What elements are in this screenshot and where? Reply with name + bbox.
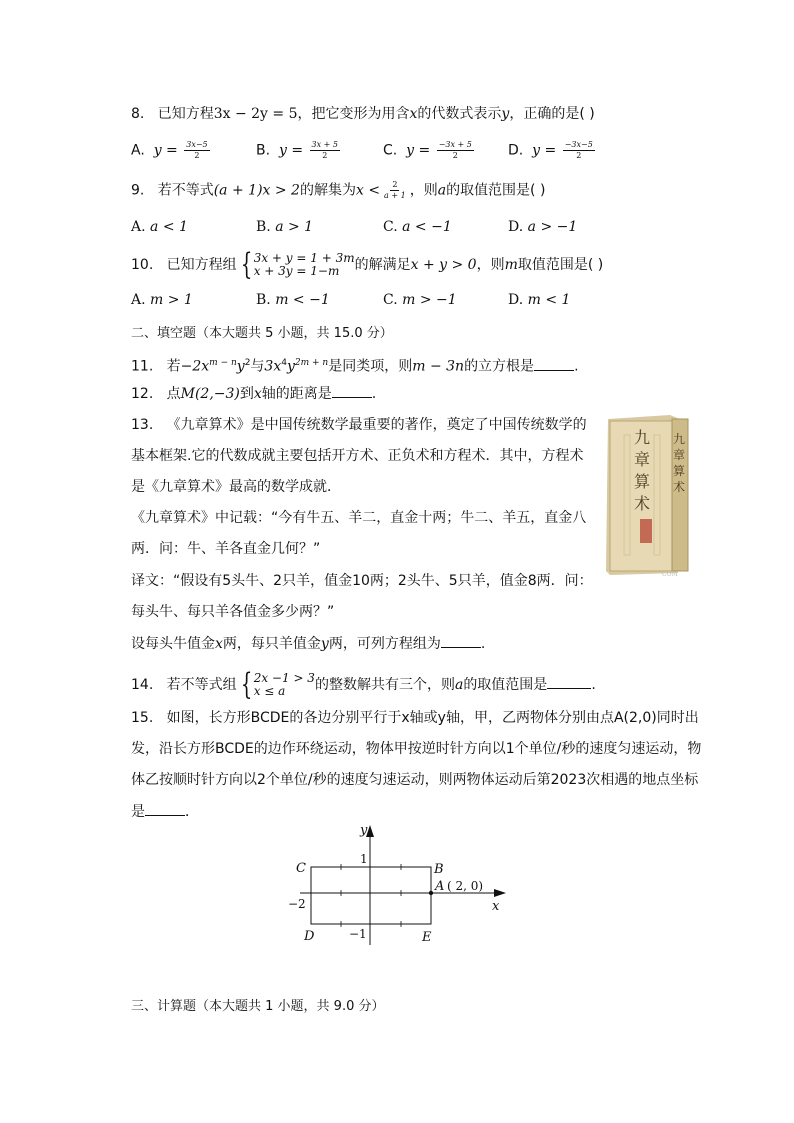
variable: a	[437, 182, 447, 199]
solution-expr: x <	[355, 182, 381, 199]
question-15-line2: 发，沿长方形BCDE的边作环绕运动，物体甲按逆时针方向以1个单位/秒的速度匀速运动，物	[131, 741, 702, 757]
fraction: $\frac{3x-5}{2}$	[186, 140, 208, 160]
variable: x	[409, 106, 418, 122]
stem-text: ，则	[476, 257, 505, 273]
question-11-stem: 11. 若$-2x^{m - n}y^2$与$3x^4y^{2m + n}$是同类项，则m − 3n的立方根是 .	[131, 353, 579, 377]
option-a[interactable]: A. a < 1	[131, 219, 188, 235]
question-15-line1: 15. 如图，长方形BCDE的各边分别平行于x轴或y轴，甲，乙两物体分别由点A(2,0)同时出	[131, 710, 699, 726]
question-13-line8: 设每头牛值金x两，每只羊值金y两，可列方程组为 .	[131, 633, 485, 654]
rectangle-bcde	[311, 867, 431, 924]
answer-bracket: 的取值范围是( )	[446, 182, 546, 199]
point-a	[429, 891, 433, 895]
vertex-d-label: D	[304, 929, 315, 944]
option-expr: y =	[278, 142, 304, 159]
tick-label-neg2: −2	[288, 897, 306, 911]
svg-text:章: 章	[634, 450, 651, 469]
option-d[interactable]	[508, 140, 597, 161]
inequality-system: { 2x −1 > 3 x ≤ a	[240, 667, 315, 702]
option-a[interactable]: A. m > 1	[131, 292, 193, 308]
answer-blank[interactable]	[332, 383, 372, 398]
question-8-stem	[131, 104, 595, 124]
question-10-stem	[131, 247, 604, 282]
question-number: 15.	[131, 710, 154, 726]
equation: 3x − 2y = 5	[213, 106, 298, 122]
option-d[interactable]: D. m < 1	[508, 292, 571, 308]
question-number: 9.	[131, 182, 145, 199]
option-c[interactable]	[383, 140, 476, 161]
option-d[interactable]: D. a > −1	[508, 219, 578, 235]
question-14-stem: 14. 若不等式组 { 2x −1 > 3 x ≤ a 的整数解共有三个，则a的取值范围是 .	[131, 667, 596, 702]
vertex-c-label: C	[296, 861, 306, 876]
svg-text:章: 章	[673, 448, 686, 462]
question-number: 8.	[131, 106, 145, 122]
stem-text: 的解集为	[299, 182, 356, 199]
book-image	[600, 413, 696, 577]
tick-label-1: 1	[360, 852, 368, 866]
svg-text:九: 九	[634, 428, 651, 447]
stem-text: 已知方程组	[166, 257, 237, 273]
equation-system: { 3x + y = 1 + 3m x + 3y = 1−m	[240, 247, 355, 282]
coordinate-figure	[280, 820, 520, 950]
stem-text: ，把它变形为用含	[297, 106, 410, 122]
vertex-e-label: E	[422, 930, 432, 945]
question-9-stem	[131, 180, 545, 201]
option-expr: y =	[406, 142, 431, 159]
book-caption: COM	[662, 571, 678, 577]
option-b[interactable]: B. m < −1	[256, 292, 330, 308]
svg-text:九: 九	[673, 432, 686, 446]
answer-bracket: 取值范围是( )	[517, 257, 604, 273]
question-number: 14.	[131, 677, 154, 693]
question-number: 12.	[131, 386, 154, 402]
question-13-line6: 译文：“假设有5头牛、2只羊，值金10两；2头牛、5只羊，值金8两．问：	[131, 573, 593, 589]
tick-label-neg1: −1	[349, 927, 367, 941]
answer-blank[interactable]	[145, 801, 185, 816]
svg-text:算: 算	[634, 472, 651, 491]
option-b[interactable]	[256, 140, 342, 161]
question-15-line4: 是 ．	[131, 801, 199, 822]
option-label: D.	[508, 142, 524, 159]
variable: m	[504, 257, 518, 273]
answer-blank[interactable]	[441, 633, 481, 648]
question-15-line3: 体乙按顺时针方向以2个单位/秒的速度匀速运动，则两物体运动后第2023次相遇的地点坐标	[131, 772, 699, 788]
axis-x-label: x	[492, 899, 500, 914]
section-heading: 二、填空题（本大题共 5 小题，共 15.0 分）	[131, 326, 393, 341]
question-13-line5: 两．问：牛、羊各直金几何？”	[131, 541, 321, 557]
stem-text: 若不等式	[157, 182, 214, 199]
axis-y-label: y	[360, 823, 368, 838]
question-number: 11.	[131, 358, 154, 375]
inequality: (a + 1)x > 2	[213, 182, 300, 199]
fraction: $\frac{2}{a + 1}$	[384, 180, 406, 200]
fraction: $\frac{-3x + 5}{2}$	[438, 140, 472, 160]
question-13-line2: 基本框架.它的代数成就主要包括开方术、正负术和方程术．其中，方程术	[131, 448, 584, 464]
answer-bracket: ，正确的是( )	[509, 106, 595, 122]
point-a-coord: ( 2, 0)	[447, 879, 484, 893]
stem-text: ，则	[409, 182, 438, 199]
svg-text:术: 术	[634, 494, 651, 513]
question-13-line1: 13. 《九章算术》是中国传统数学最重要的著作，奠定了中国传统数学的	[131, 417, 587, 433]
condition: x + y > 0	[410, 257, 477, 273]
option-b[interactable]: B. a > 1	[256, 219, 314, 235]
question-12-stem: 12. 点M(2,−3)到x轴的距离是 .	[131, 383, 376, 404]
option-c[interactable]: C. a < −1	[383, 219, 452, 235]
answer-blank[interactable]	[547, 674, 591, 689]
svg-text:算: 算	[673, 464, 686, 478]
question-13-line7: 每头牛、每只羊各值金多少两？”	[131, 604, 335, 620]
vertex-b-label: B	[434, 862, 444, 877]
fraction: $\frac{3x + 5}{2}$	[311, 140, 338, 160]
option-a[interactable]	[131, 140, 212, 161]
stem-text: 已知方程	[157, 106, 214, 122]
question-13-line3: 是《九章算术》最高的数学成就．	[131, 479, 341, 495]
answer-blank[interactable]	[534, 356, 574, 371]
option-expr: y =	[532, 142, 557, 159]
variable: y	[501, 106, 510, 122]
stem-text: 的代数式表示	[417, 106, 502, 122]
question-number: 10.	[131, 257, 154, 273]
svg-text:术: 术	[673, 480, 686, 494]
point-a-label: A	[435, 879, 445, 894]
option-label: C.	[383, 142, 398, 159]
section-heading: 三、计算题（本大题共 1 小题，共 9.0 分）	[131, 999, 385, 1014]
stem-text: 的解满足	[354, 257, 411, 273]
option-expr: y =	[153, 142, 178, 159]
question-13-line4: 《九章算术》中记载：“今有牛五、羊二，直金十两；牛二、羊五，直金八	[131, 510, 587, 526]
question-number: 13.	[131, 417, 154, 433]
option-label: B.	[256, 142, 271, 159]
fraction: $\frac{-3x-5}{2}$	[564, 140, 593, 160]
option-c[interactable]: C. m > −1	[383, 292, 457, 308]
option-label: A.	[131, 142, 145, 159]
